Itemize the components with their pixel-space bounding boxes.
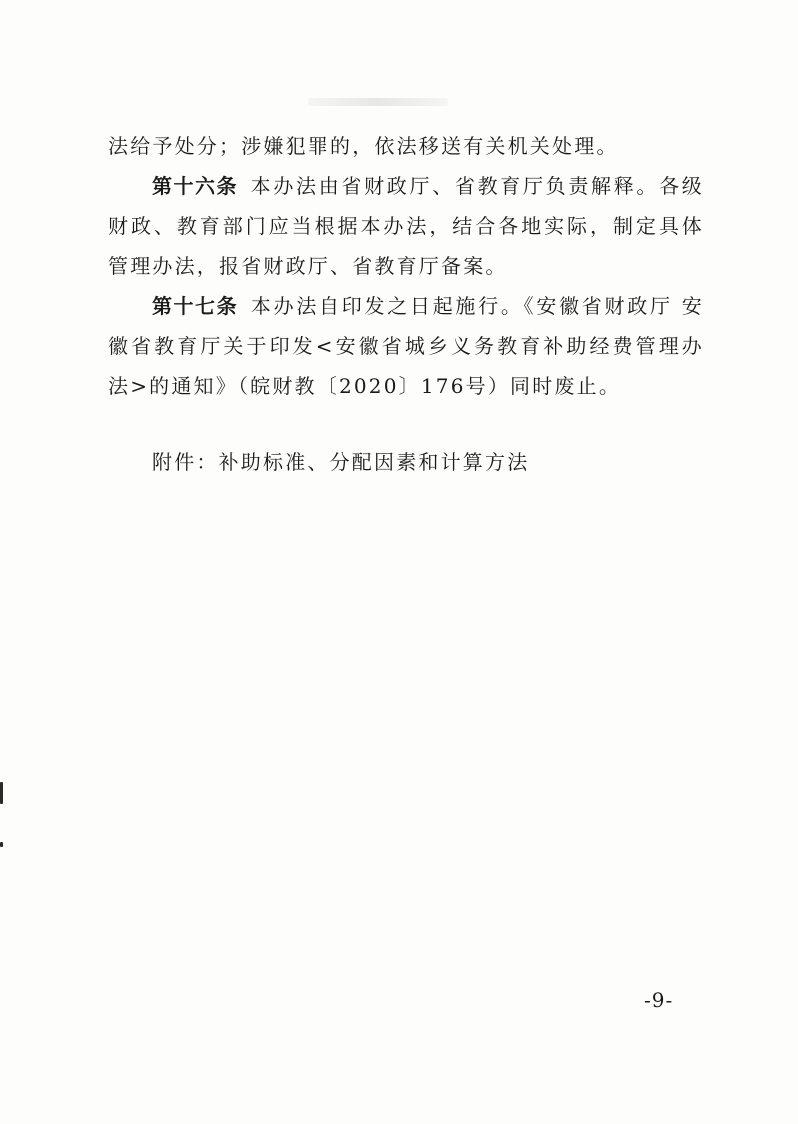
- article-16-text: 本办法由省财政厅、省教育厅负责解释。各级财政、教育部门应当根据本办法，结合各地实际，制定具体管理办法，报省财政厅、省教育厅备案。: [108, 174, 705, 278]
- continuation-paragraph: 法给予处分；涉嫌犯罪的，依法移送有关机关处理。: [108, 134, 619, 158]
- attachment-line: 附件：补助标准、分配因素和计算方法: [152, 450, 530, 474]
- article-17-text: 本办法自印发之日起施行。《安徽省财政厅 安徽省教育厅关于印发<安徽省城乡义务教育补助经费管理办法>的通知》（皖财教〔2020〕176号）同时废止。: [108, 294, 705, 398]
- scan-edge-mark: [0, 842, 3, 847]
- faint-header-mark: [308, 98, 448, 106]
- document-body: [108, 126, 704, 482]
- page-number: -9-: [644, 988, 674, 1012]
- article-17-label: 第十七条: [152, 294, 239, 318]
- paragraph-spacer: [108, 406, 704, 442]
- article-16-paragraph: [108, 166, 704, 286]
- article-16-label: 第十六条: [152, 174, 238, 198]
- scan-edge-mark: [0, 782, 3, 804]
- article-17-paragraph: [108, 286, 704, 406]
